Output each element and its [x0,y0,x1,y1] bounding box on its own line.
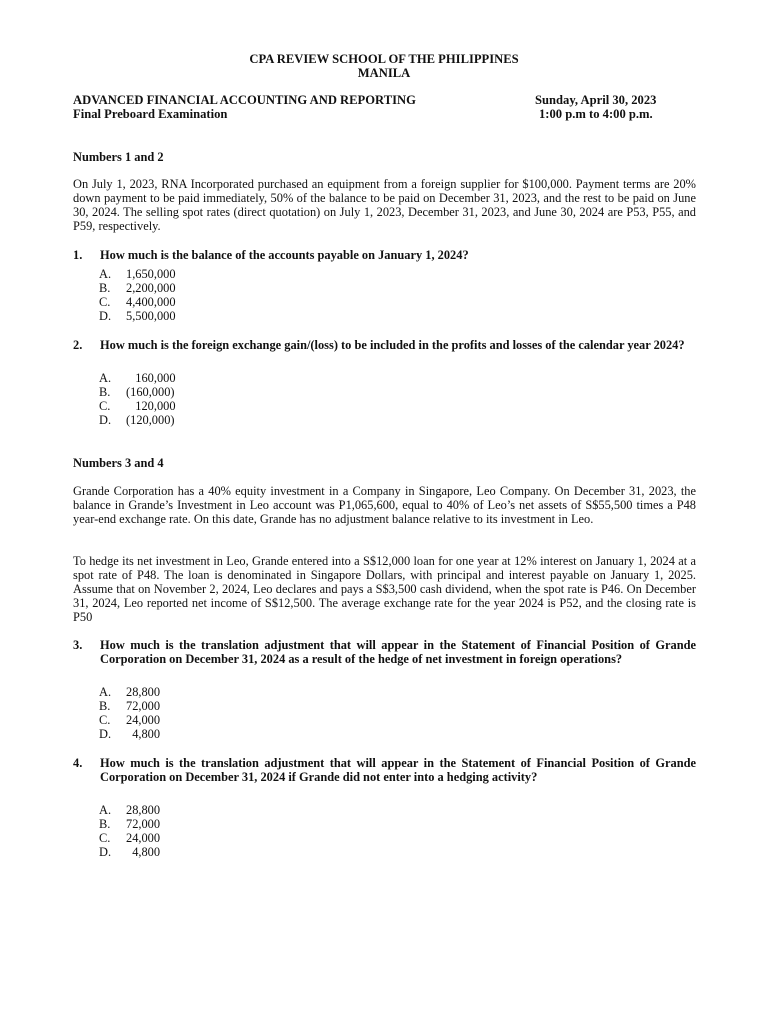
question-number: 3. [73,638,83,652]
choices-q3 [99,685,160,741]
choices-q2 [99,371,176,427]
question-3 [73,638,696,666]
choice-b[interactable]: B. 72,000 [99,699,161,713]
choice-d[interactable]: D. 4,800 [99,727,161,741]
choice-a[interactable]: A. 160,000 [99,371,176,385]
exam-title: Final Preboard Examination [73,107,228,121]
choice-c[interactable]: C. 120,000 [99,399,176,413]
section-heading-1: Numbers 1 and 2 [73,150,164,164]
choice-d[interactable]: D. 4,800 [99,845,161,859]
choice-d[interactable]: D. (120,000) [99,413,175,427]
school-location: MANILA [357,66,411,80]
choice-b[interactable]: B. (160,000) [99,385,175,399]
subject-title: ADVANCED FINANCIAL ACCOUNTING AND REPORTING [73,93,416,107]
question-number: 4. [73,756,83,770]
choice-c[interactable]: C. 4,400,000 [99,295,176,309]
choices-q4 [99,803,160,859]
question-text: How much is the balance of the accounts payable on January 1, 2024? [100,248,469,262]
section-heading-2: Numbers 3 and 4 [73,456,164,470]
exam-time: 1:00 p.m to 4:00 p.m. [539,107,653,121]
school-header [0,52,768,80]
school-name: CPA REVIEW SCHOOL OF THE PHILIPPINES [249,52,519,66]
exam-schedule [535,93,656,121]
section-paragraph-1: On July 1, 2023, RNA Incorporated purchased an equipment from a foreign supplier for $100,000. Payment terms are 20% down payment to be paid immediately, 50% of the balance to be paid on December 31, 2023, and the rest to be paid on June 30, 2024. The selling spot rates (direct quotation) on July 1, 2023, December 31, 2023, and June 30, 2024 are P53, P55, and P59, respectively. [73,177,696,233]
exam-info [73,93,416,121]
question-number: 1. [73,248,83,262]
choice-c[interactable]: C. 24,000 [99,713,161,727]
choice-b[interactable]: B. 72,000 [99,817,161,831]
choice-a[interactable]: A. 1,650,000 [99,267,176,281]
question-number: 2. [73,338,83,352]
question-text: How much is the translation adjustment that will appear in the Statement of Financial Position of Grande Corporation on December 31, 2024 as a result of the hedge of net investment in foreign operations? [100,638,696,666]
choice-a[interactable]: A. 28,800 [99,803,161,817]
choices-q1 [99,267,176,323]
section-paragraph-2: Grande Corporation has a 40% equity investment in a Company in Singapore, Leo Company. On December 31, 2023, the balance in Grande’s Investment in Leo account was P1,065,600, equal to 40% of Leo’s net assets of S$55,500 times a P48 year-end exchange rate. On this date, Grande has no adjustment balance relative to its investment in Leo. [73,484,696,526]
question-text: How much is the foreign exchange gain/(loss) to be included in the profits and losses of the calendar year 2024? [100,338,685,352]
question-4 [73,756,696,784]
question-1 [73,248,696,262]
choice-d[interactable]: D. 5,500,000 [99,309,176,323]
choice-c[interactable]: C. 24,000 [99,831,161,845]
question-2 [73,338,696,352]
choice-b[interactable]: B. 2,200,000 [99,281,176,295]
section-paragraph-3: To hedge its net investment in Leo, Grande entered into a S$12,000 loan for one year at 12% interest on January 1, 2024 at a spot rate of P48. The loan is denominated in Singapore Dollars, with principal and interest payable on January 1, 2025. Assume that on November 2, 2024, Leo declares and pays a S$3,500 cash dividend, when the spot rate is P46. On December 31, 2024, Leo reported net income of S$12,500. The average exchange rate for the year 2024 is P52, and the closing rate is P50 [73,554,696,624]
exam-date: Sunday, April 30, 2023 [535,93,657,107]
choice-a[interactable]: A. 28,800 [99,685,161,699]
question-text: How much is the translation adjustment that will appear in the Statement of Financial Position of Grande Corporation on December 31, 2024 if Grande did not enter into a hedging activity? [100,756,696,784]
